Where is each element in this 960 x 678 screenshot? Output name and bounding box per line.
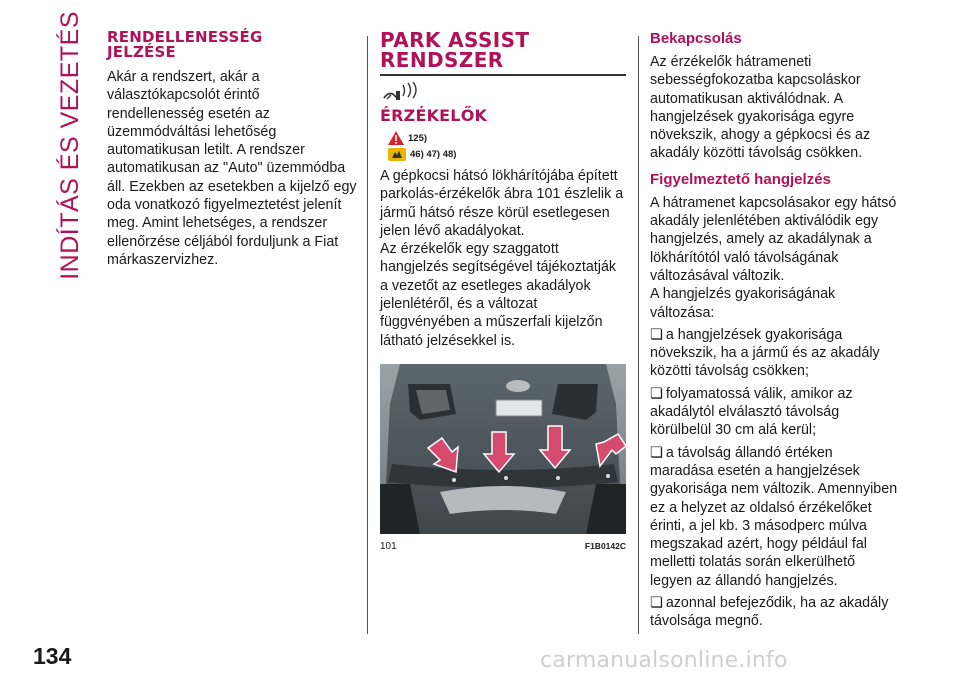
caution-ref: 46) 47) 48) — [410, 149, 457, 160]
figure-code: F1B0142C — [584, 540, 626, 551]
figure-caption — [380, 541, 626, 552]
park-assist-icon — [382, 82, 626, 104]
column-malfunction — [107, 30, 357, 269]
column-divider — [638, 36, 639, 634]
column-operation — [650, 30, 900, 631]
section-title-park-assist: PARK ASSIST RENDSZER — [380, 28, 530, 72]
warning-triangle-icon — [388, 131, 404, 145]
caution-ref-row — [388, 148, 626, 161]
watermark: carmanualsonline.info — [540, 648, 788, 673]
activation-paragraph: Az érzékelők hátrameneti sebességfokozatba kapcsoláskor automatikusan aktiválódnak. A hangjelzések gyakorisága egyre növekszik, ahogy a gépkocsi és az akadály közötti távolság csökken. — [650, 54, 871, 162]
column-divider — [367, 36, 368, 634]
rear-bumper-figure — [380, 364, 626, 552]
frequency-intro: A hangjelzés gyakoriságának változása: — [650, 286, 836, 321]
section-heading-malfunction: RENDELLENESSÉG JELZÉSE — [107, 28, 263, 61]
chapter-title: INDÍTÁS ÉS VEZETÉS — [55, 11, 84, 280]
malfunction-paragraph: Akár a rendszert, akár a választókapcsolót érintő rendellenesség esetén az üzemmódváltási lehetőség automatikusan letilt. A rendszer automatikusan az "Auto" üzemmódba áll. Ezekben az esetekben a kijelző egy oda vonatkozó figyelmeztetést jelenít meg. Amint lehetséges, a rendszer ellenőrzése céljából forduljunk a Fiat márkaszervizhez. — [107, 69, 357, 268]
sensors-heading: ÉRZÉKELŐK — [380, 106, 488, 125]
figure-number: 101 — [380, 540, 397, 552]
sensors-paragraph-2: Az érzékelők egy szaggatott hangjelzés segítségével tájékoztatják a vezetőt az esetleges akadályok jelenlétéről, és a változat függvényében a műszerfali kijelzőn látható jelzésekkel is. — [380, 241, 617, 349]
list-item: ❏ a távolság állandó értéken maradása esetén a hangjelzések gyakorisága nem változik. Amennyiben ez a helyzet az oldalsó érzékelőket érinti, a jel kb. 3 másodperc múlva megszakad azért, hogy például fal melletti tolatás során elkerülhető legyen az állandó hangjelzés. — [650, 444, 900, 590]
warning-sound-paragraph: A hátramenet kapcsolásakor egy hátsó akadály jelenlétében aktiválódik egy hangjelzés, amely az akadálynak a lökhárítótól való távolságának változásával változik. — [650, 194, 897, 284]
list-item: ❏ a hangjelzések gyakorisága növekszik, ha a jármű és az akadály közötti távolság csökken; — [650, 326, 900, 381]
list-item: ❏ folyamatossá válik, amikor az akadálytól elválasztó távolság körülbelül 30 cm alá kerül; — [650, 385, 900, 440]
warning-sound-heading: Figyelmeztető hangjelzés — [650, 170, 831, 188]
caution-hand-icon — [388, 148, 406, 161]
column-park-assist — [380, 28, 626, 552]
title-underline — [380, 74, 626, 76]
activation-heading: Bekapcsolás — [650, 30, 742, 47]
car-rear-illustration — [380, 364, 626, 534]
chapter-side-tab — [50, 11, 90, 280]
page-number: 134 — [33, 643, 72, 669]
list-item: ❏ azonnal befejeződik, ha az akadály távolsága megnő. — [650, 594, 900, 631]
sensors-paragraph-1: A gépkocsi hátsó lökhárítójába épített parkolás-érzékelők ábra 101 észlelik a jármű hátsó része körül esetlegesen jelen lévő akadályokat. — [380, 168, 624, 239]
warning-ref-row — [388, 131, 626, 145]
warning-ref: 125) — [408, 132, 428, 144]
